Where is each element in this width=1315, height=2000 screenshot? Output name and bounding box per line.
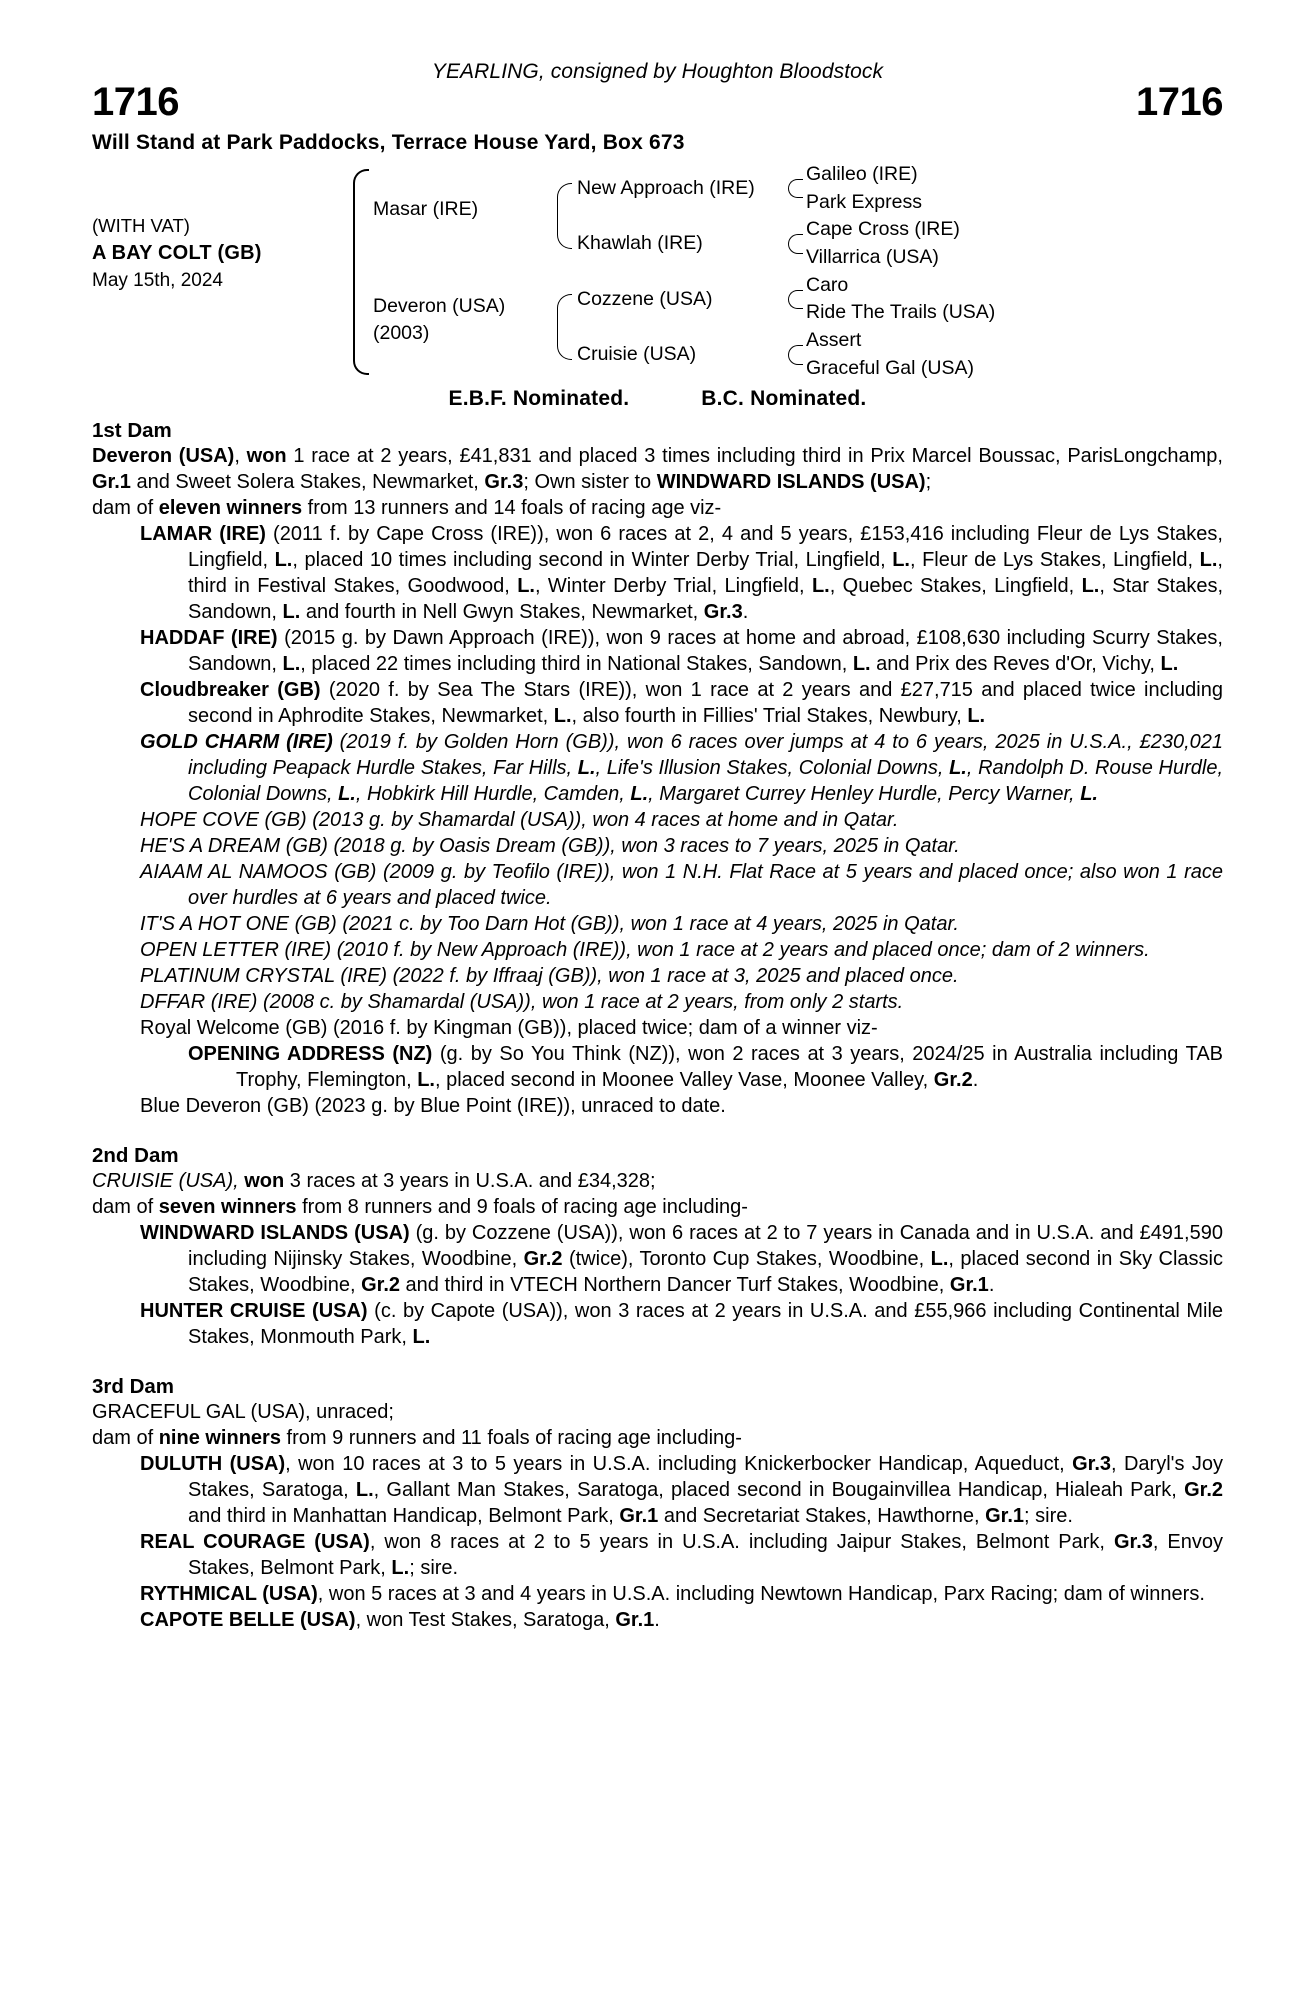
first-dam-gr1: Gr.1 bbox=[92, 470, 131, 493]
progeny-name: RYTHMICAL (USA) bbox=[140, 1582, 318, 1605]
first-dam-text-d: ; bbox=[925, 470, 932, 493]
first-dam-heading: 1st Dam bbox=[92, 418, 172, 442]
pedigree-dam-sire: Cozzene (USA) bbox=[577, 287, 713, 310]
brace-gen3-col bbox=[782, 161, 806, 383]
subject-details bbox=[92, 161, 347, 383]
progeny-item bbox=[92, 807, 1223, 833]
pedigree-dam-dam: Cruisie (USA) bbox=[577, 342, 697, 365]
damof-count-2: seven winners bbox=[158, 1195, 297, 1218]
second-dam-name: CRUISIE (USA) bbox=[92, 1169, 234, 1192]
pedigree-sire-dam: Khawlah (IRE) bbox=[577, 232, 703, 255]
first-dam-text-a: 1 race at 2 years, £41,831 and placed 3 times including third in Prix Marcel Boussac, ParisLongchamp, bbox=[286, 444, 1223, 467]
progeny-item bbox=[92, 1220, 1223, 1298]
progeny-text: (2010 f. by New Approach (IRE)), won 1 race at 2 years and placed once; dam of 2 winners. bbox=[331, 938, 1150, 961]
progeny-name: REAL COURAGE (USA) bbox=[140, 1530, 370, 1553]
brace-ss bbox=[782, 171, 806, 206]
lot-number-row bbox=[92, 80, 1223, 125]
consignor-line: YEARLING, consigned by Houghton Bloodstock bbox=[431, 60, 884, 83]
progeny-text: , won 5 races at 3 and 4 years in U.S.A. including Newtown Handicap, Parx Racing; dam of winners. bbox=[317, 1582, 1205, 1605]
progeny-item bbox=[92, 937, 1223, 963]
progeny-name: CAPOTE BELLE (USA) bbox=[140, 1608, 356, 1631]
subject-description: A BAY COLT (GB) bbox=[92, 242, 262, 265]
nominations-line bbox=[92, 387, 1223, 411]
third-dam-summary bbox=[92, 1399, 1223, 1425]
first-dam-won: won bbox=[246, 444, 287, 467]
ebf-nominated: E.B.F. Nominated. bbox=[448, 386, 630, 410]
pedigree-gen4-2: Park Express bbox=[806, 190, 922, 213]
brace-sire bbox=[551, 175, 577, 257]
progeny-name: GOLD CHARM (IRE) bbox=[140, 730, 333, 753]
progeny-name: IT'S A HOT ONE (GB) bbox=[140, 912, 337, 935]
pedigree-gen4 bbox=[806, 161, 1041, 383]
progeny-text: (g. by Cozzene (USA)), won 6 races at 2 to 7 years in Canada and in U.S.A. and £491,590 including Nijinsky Stakes, Woodbine, Gr.2 (twice), Toronto Cup Stakes, Woodbine, L., placed second in Sky Classic Stakes, Woodbine, Gr.2 and third in VTECH Northern Dancer Turf Stakes, Woodbine, Gr.1. bbox=[188, 1221, 1223, 1296]
progeny-text: (2022 f. by Iffraaj (GB)), won 1 race at 3, 2025 and placed once. bbox=[387, 964, 959, 987]
third-dam-name: GRACEFUL GAL (USA) bbox=[92, 1400, 305, 1423]
brace-gen2-col bbox=[551, 161, 577, 383]
subject-foaling-date: May 15th, 2024 bbox=[92, 269, 223, 291]
lot-number-right: 1716 bbox=[1136, 80, 1223, 124]
damof-pre-3: dam of bbox=[92, 1426, 159, 1449]
brace-gen1 bbox=[347, 161, 373, 383]
brace-sd bbox=[782, 226, 806, 261]
progeny-name: HADDAF (IRE) bbox=[140, 626, 278, 649]
progeny-name: OPEN LETTER (IRE) bbox=[140, 938, 332, 961]
brace-dd bbox=[782, 337, 806, 372]
damof-pre-1: dam of bbox=[92, 496, 159, 519]
damof-count-1: eleven winners bbox=[158, 496, 303, 519]
damof-post-1: from 13 runners and 14 foals of racing age viz- bbox=[302, 496, 722, 519]
progeny-item bbox=[92, 625, 1223, 677]
grandprogeny-name: OPENING ADDRESS (NZ) bbox=[188, 1042, 433, 1065]
first-dam-gr3: Gr.3 bbox=[484, 470, 524, 493]
progeny-text: , won 10 races at 3 to 5 years in U.S.A. including Knickerbocker Handicap, Aqueduct, Gr.3, Daryl's Joy Stakes, Saratoga, L., Gallant Man Stakes, Saratoga, placed second in Bougainvillea Handicap, Hialeah Park, Gr.2 and third in Manhattan Handicap, Belmont Park, Gr.1 and Secretariat Stakes, Hawthorne, Gr.1; sire. bbox=[188, 1452, 1224, 1527]
first-dam-windward: WINDWARD ISLANDS (USA) bbox=[656, 470, 926, 493]
second-dam-summary: CRUISIE (USA), won 3 races at 3 years in U.S.A. and £34,328; bbox=[92, 1169, 656, 1192]
first-dam-text-b: and Sweet Solera Stakes, Newmarket, bbox=[130, 470, 485, 493]
stand-location-line: Will Stand at Park Paddocks, Terrace House Yard, Box 673 bbox=[92, 131, 685, 154]
progeny-item bbox=[92, 833, 1223, 859]
pedigree-gen4-3: Cape Cross (IRE) bbox=[806, 218, 960, 241]
third-dam-intro: , unraced; bbox=[305, 1400, 394, 1423]
pedigree-gen4-8: Graceful Gal (USA) bbox=[806, 356, 974, 379]
progeny-text: (2013 g. by Shamardal (USA)), won 4 races at home and in Qatar. bbox=[306, 808, 899, 831]
progeny-name: PLATINUM CRYSTAL (IRE) bbox=[140, 964, 388, 987]
pedigree-chart bbox=[92, 161, 1223, 383]
progeny-name: Royal Welcome (GB) bbox=[140, 1016, 328, 1039]
first-dam-damof bbox=[92, 495, 1223, 521]
progeny-name: AIAAM AL NAMOOS (GB) bbox=[140, 860, 377, 883]
pedigree-gen4-6: Ride The Trails (USA) bbox=[806, 301, 996, 324]
progeny-item bbox=[92, 1581, 1223, 1607]
pedigree-sire-sire: New Approach (IRE) bbox=[577, 176, 755, 199]
progeny-item bbox=[92, 1015, 1223, 1041]
second-dam-damof bbox=[92, 1194, 1223, 1220]
pedigree-dam: Deveron (USA) bbox=[373, 294, 506, 317]
grandprogeny-text: (g. by So You Think (NZ)), won 2 races at 3 years, 2024/25 in Australia including TAB Trophy, Flemington, L., placed second in Moonee Valley Vase, Moonee Valley, Gr.2. bbox=[236, 1042, 1223, 1091]
progeny-text: , won Test Stakes, Saratoga, Gr.1. bbox=[355, 1608, 660, 1631]
progeny-item bbox=[92, 521, 1223, 625]
progeny-text: (2020 f. by Sea The Stars (IRE)), won 1 race at 2 years and £27,715 and placed twice including second in Aphrodite Stakes, Newmarket, L., also fourth in Fillies' Trial Stakes, Newbury, L. bbox=[188, 678, 1223, 727]
progeny-text: (2016 f. by Kingman (GB)), placed twice; dam of a winner viz- bbox=[327, 1016, 878, 1039]
progeny-name: Cloudbreaker (GB) bbox=[140, 678, 321, 701]
pedigree-dam-year: (2003) bbox=[373, 322, 430, 345]
damof-post-2: from 8 runners and 9 foals of racing age including- bbox=[296, 1195, 748, 1218]
progeny-item bbox=[92, 859, 1223, 911]
first-dam-name: Deveron (USA) bbox=[92, 444, 235, 467]
progeny-item bbox=[92, 1607, 1223, 1633]
first-dam-summary: Deveron (USA), won 1 race at 2 years, £41,831 and placed 3 times including third in Prix Marcel Boussac, ParisLongchamp, Gr.1 and Sweet Solera Stakes, Newmarket, Gr.3; Own sister to WINDWARD ISLANDS (USA); bbox=[92, 444, 1223, 493]
third-dam-heading: 3rd Dam bbox=[92, 1374, 175, 1398]
progeny-item bbox=[92, 1451, 1223, 1529]
pedigree-gen4-1: Galileo (IRE) bbox=[806, 163, 918, 185]
progeny-text: (2019 f. by Golden Horn (GB)), won 6 races over jumps at 4 to 6 years, 2025 in U.S.A., £230,021 including Peapack Hurdle Stakes, Far Hills, L., Life's Illusion Stakes, Colonial Downs, L., Randolph D. Rouse Hurdle, Colonial Downs, L., Hobkirk Hill Hurdle, Camden, L., Margaret Currey Henley Hurdle, Percy Warner, L. bbox=[188, 730, 1224, 805]
pedigree-sire: Masar (IRE) bbox=[373, 197, 479, 220]
progeny-text: (2018 g. by Oasis Dream (GB)), won 3 races to 7 years, 2025 in Qatar. bbox=[327, 834, 960, 857]
progeny-name: LAMAR (IRE) bbox=[140, 522, 266, 545]
brace-ds bbox=[782, 282, 806, 317]
progeny-item bbox=[92, 1529, 1223, 1581]
brace-dam bbox=[551, 286, 577, 368]
progeny-text: (c. by Capote (USA)), won 3 races at 2 years in U.S.A. and £55,966 including Continental Mile Stakes, Monmouth Park, L. bbox=[188, 1299, 1224, 1348]
progeny-text: , won 8 races at 2 to 5 years in U.S.A. including Jaipur Stakes, Belmont Park, Gr.3, Envoy Stakes, Belmont Park, L.; sire. bbox=[188, 1530, 1224, 1579]
second-dam-intro: 3 races at 3 years in U.S.A. and £34,328; bbox=[284, 1169, 656, 1192]
lot-number-left: 1716 bbox=[92, 80, 179, 124]
progeny-item bbox=[92, 911, 1223, 937]
pedigree-dam-block bbox=[373, 293, 551, 348]
bc-nominated: B.C. Nominated. bbox=[701, 386, 867, 410]
progeny-text: (2021 c. by Too Darn Hot (GB)), won 1 race at 4 years, 2025 in Qatar. bbox=[336, 912, 959, 935]
progeny-name: HE'S A DREAM (GB) bbox=[140, 834, 328, 857]
progeny-name: WINDWARD ISLANDS (USA) bbox=[140, 1221, 410, 1244]
first-dam-text-c: ; Own sister to bbox=[523, 470, 657, 493]
pedigree-gen3 bbox=[577, 161, 782, 383]
second-dam-heading: 2nd Dam bbox=[92, 1143, 179, 1167]
progeny-name: HUNTER CRUISE (USA) bbox=[140, 1299, 368, 1322]
pedigree-gen2 bbox=[373, 161, 551, 383]
pedigree-gen4-4: Villarrica (USA) bbox=[806, 246, 939, 269]
progeny-name: DFFAR (IRE) bbox=[140, 990, 258, 1013]
grandprogeny-item bbox=[92, 1041, 1223, 1093]
progeny-item bbox=[92, 989, 1223, 1015]
progeny-text: (2015 g. by Dawn Approach (IRE)), won 9 races at home and abroad, £108,630 including Scurry Stakes, Sandown, L., placed 22 times including third in National Stakes, Sandown, L. and Prix des Reves d'Or, Vichy, L. bbox=[188, 626, 1223, 675]
second-dam-won: won bbox=[244, 1169, 285, 1192]
vat-note: (WITH VAT) bbox=[92, 215, 190, 236]
progeny-item bbox=[92, 963, 1223, 989]
damof-count-3: nine winners bbox=[158, 1426, 281, 1449]
progeny-item bbox=[92, 677, 1223, 729]
first-dam-last-line: Blue Deveron (GB) (2023 g. by Blue Point (IRE)), unraced to date. bbox=[140, 1094, 726, 1117]
progeny-text: (2008 c. by Shamardal (USA)), won 1 race at 2 years, from only 2 starts. bbox=[257, 990, 904, 1013]
progeny-name: HOPE COVE (GB) bbox=[140, 808, 307, 831]
damof-pre-2: dam of bbox=[92, 1195, 159, 1218]
progeny-item bbox=[92, 729, 1223, 807]
progeny-text: (2011 f. by Cape Cross (IRE)), won 6 races at 2, 4 and 5 years, £153,416 including Fleur de Lys Stakes, Lingfield, L., placed 10 times including second in Winter Derby Trial, Lingfield, L., Fleur de Lys Stakes, Lingfield, L., third in Festival Stakes, Goodwood, L., Winter Derby Trial, Lingfield, L., Quebec Stakes, Lingfield, L., Star Stakes, Sandown, L. and fourth in Nell Gwyn Stakes, Newmarket, Gr.3. bbox=[188, 522, 1224, 623]
pedigree-gen4-7: Assert bbox=[806, 329, 862, 352]
third-dam-damof bbox=[92, 1425, 1223, 1451]
progeny-name: DULUTH (USA) bbox=[140, 1452, 286, 1475]
progeny-text: (2009 g. by Teofilo (IRE)), won 1 N.H. Flat Race at 5 years and placed once; also won 1 race over hurdles at 6 years and placed twice. bbox=[188, 860, 1223, 909]
pedigree-gen4-5: Caro bbox=[806, 273, 849, 296]
progeny-item bbox=[92, 1298, 1223, 1350]
damof-post-3: from 9 runners and 11 foals of racing age including- bbox=[280, 1426, 742, 1449]
